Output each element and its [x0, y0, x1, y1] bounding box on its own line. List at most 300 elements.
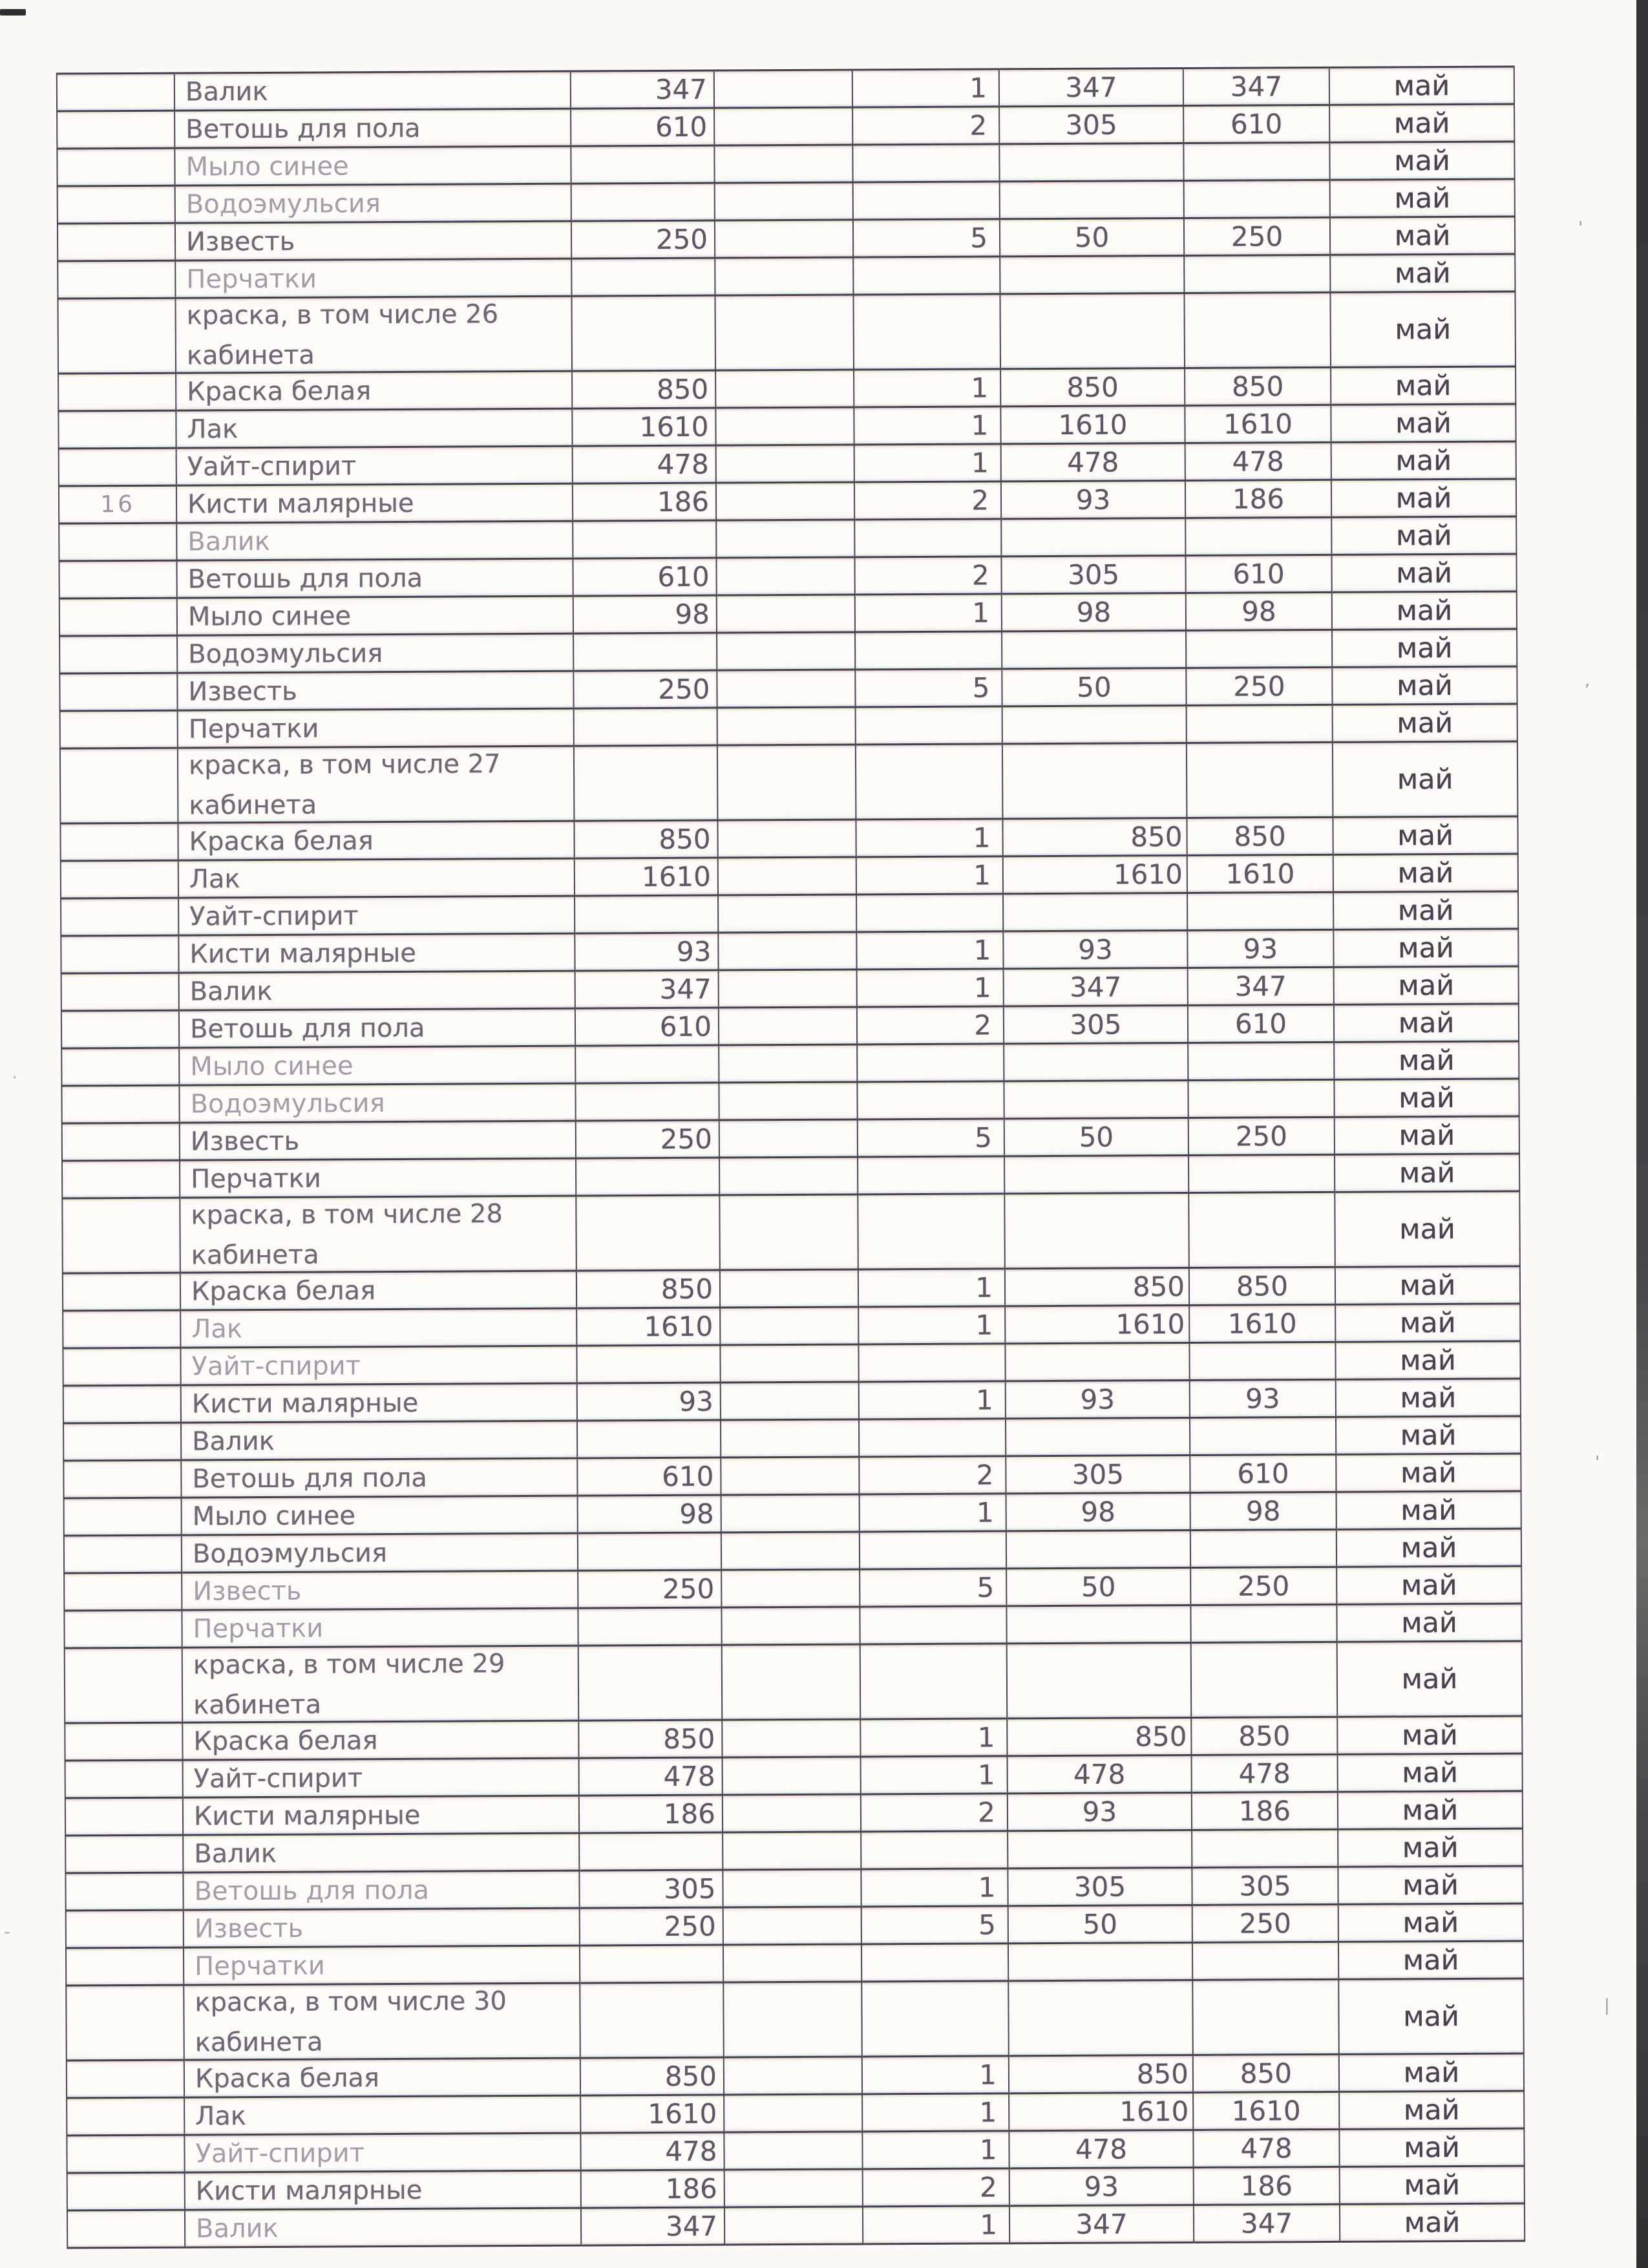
row-number-cell [67, 2210, 185, 2248]
month-cell: май [1338, 1866, 1523, 1904]
sum-cell [573, 633, 717, 671]
quantity-cell: 1 [861, 1869, 1008, 1907]
month-cell: май [1329, 67, 1514, 105]
empty-cell [716, 557, 854, 595]
item-name-cell [181, 1421, 577, 1460]
total-cell [1184, 180, 1330, 218]
sum-cell [578, 1532, 721, 1571]
month-cell: май [1336, 1566, 1521, 1604]
month-cell: май [1330, 291, 1516, 367]
quantity-cell: 2 [854, 556, 1001, 595]
quantity-cell [853, 257, 1000, 295]
item-name-cell [176, 446, 573, 485]
row-number-cell [61, 860, 178, 898]
item-name-cell [183, 1871, 579, 1910]
item-name: Кисти малярные [187, 488, 414, 520]
supplies-expense-table [56, 66, 1525, 2249]
total-cell [1192, 1979, 1339, 2055]
month-cell: май [1332, 591, 1517, 630]
quantity-cell [852, 144, 999, 182]
quantity-cell: 2 [852, 107, 999, 145]
item-name-cell [176, 558, 573, 598]
item-name: Краска белая [187, 376, 372, 407]
item-name-cell [177, 596, 573, 635]
item-name: краска, в том числе 26 [186, 299, 499, 331]
row-number-cell [65, 1797, 183, 1836]
price-cell [1000, 181, 1184, 219]
total-cell [1192, 1942, 1338, 1980]
row-number-cell [64, 1610, 182, 1648]
total-cell: 186 [1192, 1792, 1338, 1830]
month-cell: май [1340, 2166, 1525, 2204]
quantity-cell: 2 [859, 1456, 1006, 1494]
total-cell [1190, 1604, 1336, 1642]
empty-cell [719, 1007, 857, 1045]
empty-cell [718, 932, 856, 970]
row-number-cell [60, 748, 178, 823]
quantity-cell: 2 [863, 2168, 1009, 2207]
row-number-cell [59, 523, 176, 561]
month-cell: май [1331, 404, 1516, 442]
empty-cell [714, 70, 852, 108]
row-number-cell [63, 1310, 180, 1348]
month-cell: май [1333, 854, 1518, 892]
total-cell [1185, 517, 1331, 555]
price-cell: 850 [1000, 368, 1185, 407]
quantity-cell: 5 [861, 1906, 1008, 1944]
item-name-cell [178, 746, 575, 823]
quantity-cell: 5 [858, 1119, 1004, 1157]
item-name: Уайт-спирит [195, 2137, 365, 2169]
row-number-cell [59, 448, 176, 486]
sum-cell [575, 895, 718, 933]
row-number-cell [63, 1385, 181, 1423]
item-name: Перчатки [191, 1163, 321, 1194]
month-cell: май [1335, 1154, 1519, 1192]
total-cell: 250 [1186, 667, 1332, 705]
sum-cell: 305 [579, 1870, 723, 1908]
empty-cell [724, 2169, 863, 2207]
empty-cell [719, 1044, 857, 1083]
sum-cell [573, 520, 716, 558]
quantity-cell [856, 706, 1002, 745]
total-cell: 347 [1194, 2204, 1340, 2242]
empty-cell [721, 1569, 860, 1607]
quantity-cell [860, 1644, 1008, 1719]
item-name: Кисти малярные [189, 938, 417, 970]
item-name: Известь [194, 1913, 304, 1944]
empty-cell [721, 1607, 860, 1645]
quantity-cell: 1 [860, 1494, 1006, 1532]
total-cell: 250 [1190, 1567, 1336, 1605]
empty-cell [720, 1344, 858, 1383]
quantity-cell [855, 631, 1002, 670]
item-name-cell [178, 933, 575, 973]
quantity-cell [858, 1156, 1004, 1194]
price-cell: 93 [1009, 2167, 1194, 2205]
month-cell: май [1336, 1416, 1521, 1454]
total-cell: 478 [1193, 2129, 1339, 2167]
price-cell: 850 [1002, 818, 1187, 856]
month-cell: май [1335, 1116, 1519, 1154]
total-cell: 610 [1188, 1004, 1334, 1043]
sum-cell [580, 1982, 724, 2058]
price-cell: 850 [1009, 2055, 1193, 2093]
item-name: Известь [188, 676, 297, 707]
total-cell: 610 [1183, 105, 1329, 143]
total-cell: 850 [1185, 367, 1331, 405]
row-number-cell [66, 1947, 184, 1986]
row-number-cell [67, 2097, 184, 2136]
price-cell [1004, 1192, 1189, 1268]
sum-cell [576, 1158, 719, 1196]
row-number-cell [59, 635, 177, 673]
sum-cell: 850 [580, 2057, 724, 2095]
item-name-cell [182, 1533, 578, 1573]
price-cell: 1610 [1000, 406, 1185, 444]
price-cell [1006, 1417, 1190, 1456]
quantity-cell: 1 [861, 1756, 1008, 1794]
price-cell [1004, 1043, 1188, 1081]
empty-cell [723, 1757, 861, 1795]
total-cell: 850 [1191, 1717, 1337, 1755]
month-cell: май [1338, 1828, 1523, 1867]
quantity-cell: 2 [854, 482, 1001, 520]
price-cell: 478 [1008, 1755, 1192, 1793]
quantity-cell [854, 519, 1001, 557]
item-name: Лак [195, 2101, 247, 2132]
month-cell: май [1329, 142, 1514, 180]
quantity-cell: 5 [855, 669, 1002, 707]
quantity-cell: 1 [855, 594, 1002, 632]
month-cell: май [1329, 104, 1514, 142]
empty-cell [723, 1869, 861, 1907]
sum-cell [576, 1345, 720, 1383]
total-cell: 93 [1187, 929, 1333, 968]
item-name-cell [180, 1346, 576, 1385]
total-cell: 93 [1190, 1379, 1336, 1417]
month-cell: май [1337, 1641, 1523, 1717]
sum-cell: 1610 [576, 1308, 720, 1346]
price-cell: 1610 [1003, 855, 1187, 893]
empty-cell [716, 445, 854, 483]
row-number-cell [60, 710, 178, 748]
total-cell [1190, 1417, 1336, 1455]
total-cell: 186 [1194, 2167, 1340, 2205]
sum-cell: 347 [581, 2207, 724, 2245]
quantity-cell: 1 [856, 819, 1002, 857]
row-number-cell [64, 1498, 182, 1536]
item-name: Ветошь для пола [192, 1463, 427, 1494]
empty-cell [716, 482, 854, 520]
item-name-cell [183, 1833, 579, 1872]
item-name: Лак [187, 414, 238, 445]
item-name-cell [184, 1945, 580, 1985]
item-name-cell [176, 521, 573, 560]
month-cell: май [1339, 2128, 1524, 2167]
total-cell [1183, 142, 1329, 180]
price-cell [999, 143, 1183, 182]
sum-cell [571, 145, 714, 184]
item-name-cell [181, 1383, 577, 1423]
row-number-cell [58, 223, 175, 261]
month-cell: май [1332, 629, 1517, 667]
sum-cell: 93 [575, 933, 718, 971]
sum-cell [576, 1195, 720, 1271]
month-cell: май [1338, 1941, 1523, 1979]
item-name-cell [176, 371, 572, 410]
month-cell: май [1334, 1004, 1519, 1042]
scan-artifact-speck: ' [1595, 1453, 1600, 1472]
item-name: Ветошь для пола [189, 1013, 425, 1044]
month-cell: май [1333, 929, 1518, 967]
month-cell: май [1335, 1304, 1520, 1342]
item-name: Уайт-спирит [187, 450, 357, 482]
sum-cell: 1610 [572, 408, 715, 446]
empty-cell [723, 1944, 861, 1982]
empty-cell [715, 220, 853, 258]
item-name: Ветошь для пола [194, 1875, 430, 1907]
item-name-cell [178, 708, 574, 748]
total-cell [1188, 1154, 1335, 1192]
sum-cell: 1610 [575, 858, 718, 896]
item-name-cell [185, 2208, 581, 2247]
quantity-cell [853, 182, 1000, 220]
quantity-cell: 1 [858, 1269, 1005, 1307]
row-number-cell [62, 1160, 180, 1198]
item-name-cell [175, 259, 571, 298]
sum-cell: 93 [577, 1383, 721, 1421]
month-cell: май [1336, 1491, 1521, 1529]
item-name: Ветошь для пола [187, 563, 423, 595]
item-name-cell [175, 184, 571, 223]
sum-cell: 250 [571, 220, 715, 259]
quantity-cell [858, 1344, 1005, 1382]
price-cell [1004, 1155, 1188, 1193]
item-name: Валик [187, 526, 271, 557]
table-body [57, 67, 1525, 2248]
sum-cell: 610 [571, 108, 714, 146]
row-number-cell [67, 2135, 184, 2173]
item-name: Мыло синее [185, 151, 349, 182]
row-number-cell [67, 2060, 184, 2098]
item-name-cell [174, 109, 571, 148]
scan-artifact-speck: - [4, 1921, 11, 1942]
total-cell [1187, 892, 1333, 930]
item-name: Водоэмульсия [185, 188, 381, 220]
empty-cell [717, 745, 856, 820]
item-name: Мыло синее [192, 1500, 356, 1532]
month-cell: май [1331, 441, 1516, 480]
quantity-cell: 1 [854, 369, 1000, 407]
item-name: Краска белая [189, 825, 374, 857]
total-cell [1192, 1829, 1338, 1867]
total-cell: 347 [1188, 967, 1334, 1005]
price-cell [1001, 518, 1185, 556]
price-cell: 305 [1004, 1005, 1188, 1043]
item-name-cell [180, 1196, 576, 1273]
price-cell: 305 [1006, 1455, 1190, 1493]
empty-cell [724, 2057, 862, 2095]
empty-cell [718, 895, 856, 933]
empty-cell [714, 107, 852, 145]
empty-cell [721, 1457, 859, 1495]
item-name-cell [180, 1271, 576, 1310]
empty-cell [720, 1307, 858, 1345]
sum-cell: 610 [575, 1008, 719, 1046]
sum-cell: 478 [573, 445, 716, 483]
month-cell: май [1336, 1454, 1521, 1492]
row-number-cell [57, 111, 174, 149]
empty-cell [721, 1419, 859, 1457]
quantity-cell [861, 1831, 1008, 1869]
table-row [62, 1191, 1520, 1273]
sum-cell: 850 [576, 1270, 720, 1308]
row-number-cell [66, 1910, 184, 1948]
month-cell: май [1333, 741, 1518, 817]
price-cell [1002, 706, 1187, 744]
price-cell: 50 [1002, 668, 1186, 706]
sum-cell: 850 [578, 1720, 722, 1758]
item-name: Валик [195, 2213, 279, 2244]
month-cell: май [1333, 816, 1517, 854]
quantity-cell: 2 [857, 1006, 1004, 1044]
total-cell: 305 [1192, 1867, 1338, 1905]
item-name-cell [184, 2058, 580, 2097]
price-cell: 93 [1006, 1380, 1190, 1418]
quantity-cell [858, 1194, 1005, 1269]
quantity-cell: 1 [858, 1306, 1005, 1344]
sum-cell: 850 [574, 820, 717, 858]
row-number-cell [62, 1123, 180, 1161]
row-number-cell [61, 973, 179, 1011]
sum-cell [577, 1420, 721, 1458]
item-name-cell [184, 2133, 580, 2172]
scan-artifact-speck: ' [1578, 218, 1583, 238]
item-name: Краска белая [191, 1275, 376, 1307]
row-number-cell [59, 673, 177, 711]
quantity-cell [856, 894, 1003, 932]
row-number-cell [57, 148, 174, 186]
sum-cell: 610 [573, 558, 716, 596]
quantity-cell: 5 [853, 219, 1000, 257]
item-name: Лак [189, 864, 240, 895]
quantity-cell: 1 [860, 1719, 1007, 1757]
item-name: Кисти малярные [191, 1388, 419, 1419]
item-name-cell [177, 633, 573, 673]
sum-cell: 186 [579, 1795, 723, 1833]
empty-cell [715, 370, 854, 408]
price-cell [1007, 1642, 1192, 1718]
month-cell: май [1331, 479, 1516, 517]
empty-cell [715, 257, 853, 295]
item-name-cell [181, 1458, 577, 1498]
month-cell: май [1330, 254, 1515, 292]
empty-cell [720, 1269, 858, 1308]
price-cell: 850 [1007, 1717, 1191, 1755]
total-cell: 478 [1192, 1754, 1338, 1792]
item-name: Известь [193, 1576, 302, 1607]
empty-cell [719, 1119, 858, 1158]
quantity-cell [860, 1531, 1006, 1569]
price-cell [1008, 1980, 1193, 2055]
item-name-cell [180, 1121, 576, 1160]
total-cell: 186 [1185, 480, 1331, 518]
quantity-cell [856, 744, 1003, 820]
total-cell: 1610 [1185, 405, 1331, 443]
table-row [66, 1978, 1524, 2061]
price-cell: 305 [1008, 1867, 1192, 1905]
item-name-cell [176, 483, 573, 523]
month-cell: май [1338, 1903, 1523, 1942]
price-cell [1002, 743, 1187, 818]
item-name: краска, в том числе 30 [195, 1986, 507, 2018]
total-cell: 250 [1188, 1117, 1335, 1155]
empty-cell [717, 820, 856, 858]
row-number-cell [67, 2172, 185, 2210]
quantity-cell: 1 [857, 969, 1004, 1007]
item-name: Мыло синее [190, 1050, 354, 1082]
item-name: Валик [194, 1838, 277, 1869]
empty-cell [716, 520, 854, 558]
table-row [65, 1641, 1523, 1723]
total-cell [1187, 705, 1333, 743]
month-cell: май [1338, 1978, 1524, 2054]
quantity-cell: 1 [856, 856, 1003, 895]
item-name-cell [184, 1908, 580, 1947]
price-cell: 478 [1001, 443, 1185, 482]
row-number-cell [59, 560, 176, 599]
price-cell: 305 [999, 106, 1183, 144]
price-cell: 478 [1009, 2130, 1193, 2168]
month-cell: май [1339, 2091, 1524, 2129]
row-number-cell [61, 1085, 179, 1123]
item-name: Перчатки [186, 264, 317, 295]
row-number-cell [60, 823, 178, 861]
total-cell: 250 [1192, 1904, 1338, 1942]
month-cell: май [1333, 704, 1517, 742]
item-name-cell [176, 408, 572, 448]
quantity-cell: 1 [854, 407, 1000, 445]
total-cell [1191, 1642, 1338, 1717]
total-cell: 98 [1190, 1492, 1336, 1530]
item-name-cell [179, 1083, 575, 1123]
row-number-cell: 16 [59, 485, 176, 524]
row-number-cell [58, 373, 176, 411]
total-cell [1184, 255, 1330, 293]
quantity-cell [857, 1081, 1004, 1119]
total-cell [1188, 1042, 1334, 1080]
item-name: краска, в том числе 28 [191, 1198, 503, 1231]
price-cell [1004, 1080, 1188, 1118]
row-number-cell [63, 1423, 181, 1461]
empty-cell [723, 1907, 861, 1945]
total-cell [1188, 1192, 1335, 1267]
scan-edge-shadow [1636, 0, 1648, 2268]
item-name: Краска белая [195, 2062, 380, 2094]
total-cell [1184, 292, 1331, 368]
item-name-cell [183, 1796, 579, 1835]
total-cell: 610 [1185, 555, 1331, 593]
empty-cell [723, 1982, 862, 2057]
item-name-cell [179, 971, 575, 1010]
price-cell: 93 [1001, 481, 1185, 519]
month-cell: май [1335, 1266, 1520, 1304]
empty-cell [721, 1532, 860, 1570]
month-cell: май [1330, 217, 1515, 255]
sum-cell: 98 [578, 1495, 721, 1533]
quantity-cell [859, 1419, 1006, 1457]
